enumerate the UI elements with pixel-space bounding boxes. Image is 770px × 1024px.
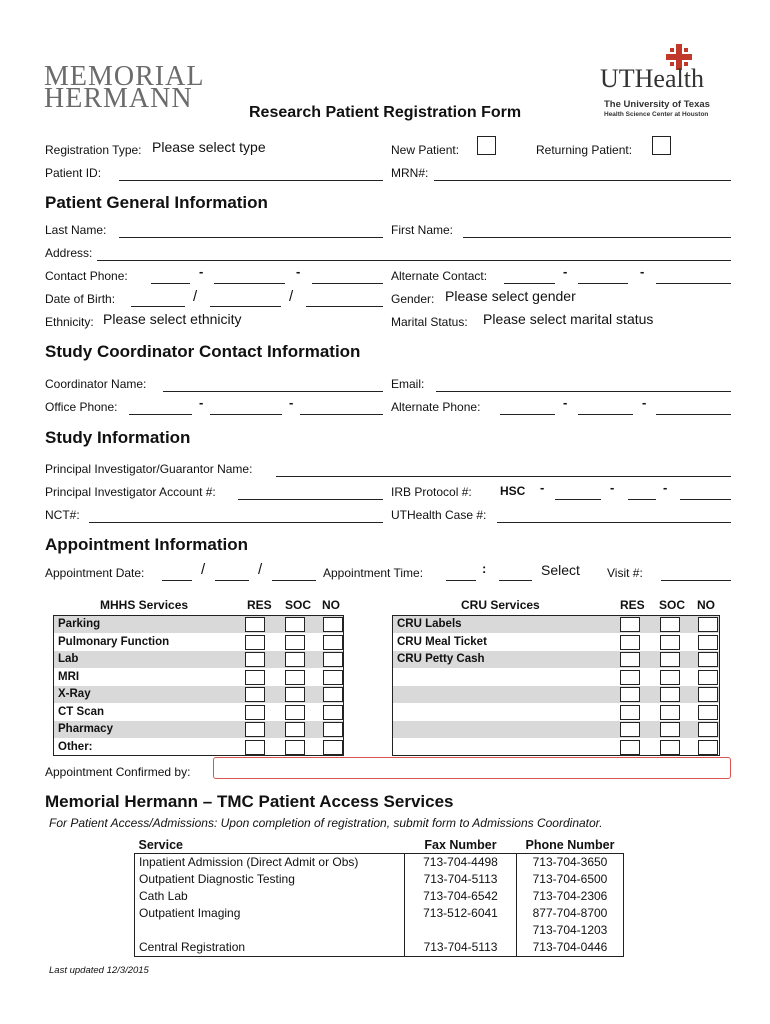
cru-res-checkbox[interactable] bbox=[620, 740, 640, 755]
marital-status-label: Marital Status: bbox=[391, 315, 468, 329]
contact-phone-line[interactable] bbox=[312, 283, 383, 284]
office-phone-area[interactable] bbox=[129, 414, 192, 415]
access-service: Outpatient Imaging bbox=[139, 906, 241, 920]
mhhs-soc-checkbox[interactable] bbox=[285, 670, 305, 685]
last-name-label: Last Name: bbox=[45, 223, 107, 237]
cru-no-checkbox[interactable] bbox=[698, 670, 718, 685]
dash: - bbox=[640, 264, 645, 279]
access-row bbox=[135, 939, 624, 957]
appointment-confirmed-label: Appointment Confirmed by: bbox=[45, 765, 191, 779]
uthealth-case-label: UTHealth Case #: bbox=[391, 508, 487, 522]
appointment-date-label: Appointment Date: bbox=[45, 566, 145, 580]
cru-no-checkbox[interactable] bbox=[698, 687, 718, 702]
appointment-date-day[interactable] bbox=[215, 580, 249, 581]
cru-soc-checkbox[interactable] bbox=[660, 635, 680, 650]
mhhs-no-checkbox[interactable] bbox=[323, 635, 343, 650]
last-name-field[interactable] bbox=[119, 237, 383, 238]
cru-soc-checkbox[interactable] bbox=[660, 617, 680, 632]
logo-right-sub2: Health Science Center at Houston bbox=[604, 111, 709, 118]
nct-field[interactable] bbox=[89, 522, 383, 523]
mhhs-no-checkbox[interactable] bbox=[323, 740, 343, 755]
access-fax: 713-704-6542 bbox=[405, 888, 517, 905]
alternate-phone-label: Alternate Phone: bbox=[391, 400, 481, 414]
dash: - bbox=[642, 395, 647, 410]
access-phone: 877-704-8700 bbox=[517, 905, 624, 922]
logo-left-line1: MEMORIAL bbox=[44, 61, 205, 92]
access-col-service: Service bbox=[138, 837, 183, 852]
office-phone-prefix[interactable] bbox=[210, 414, 282, 415]
alternate-phone-area[interactable] bbox=[500, 414, 555, 415]
alternate-phone-prefix[interactable] bbox=[578, 414, 633, 415]
mhhs-soc-checkbox[interactable] bbox=[285, 635, 305, 650]
coordinator-name-field[interactable] bbox=[163, 391, 383, 392]
cru-soc-checkbox[interactable] bbox=[660, 740, 680, 755]
visit-field[interactable] bbox=[661, 580, 731, 581]
access-fax: 713-704-4498 bbox=[405, 854, 517, 872]
slash: / bbox=[201, 561, 206, 578]
patient-id-label: Patient ID: bbox=[45, 166, 102, 180]
contact-phone-label: Contact Phone: bbox=[45, 269, 128, 283]
access-service: Cath Lab bbox=[139, 889, 188, 903]
alternate-contact-line[interactable] bbox=[656, 283, 731, 284]
mhhs-service-label: Pulmonary Function bbox=[58, 635, 170, 648]
cru-col-soc: SOC bbox=[659, 598, 686, 612]
pi-account-field[interactable] bbox=[238, 499, 383, 500]
uthealth-logo bbox=[600, 44, 730, 124]
cru-no-checkbox[interactable] bbox=[698, 722, 718, 737]
ethnicity-label: Ethnicity: bbox=[45, 315, 94, 329]
gender-label: Gender: bbox=[391, 292, 435, 306]
mhhs-soc-checkbox[interactable] bbox=[285, 705, 305, 720]
cru-res-checkbox[interactable] bbox=[620, 722, 640, 737]
logo-right-main: UTHealth bbox=[600, 64, 704, 93]
uthealth-case-field[interactable] bbox=[497, 522, 731, 523]
access-phone: 713-704-2306 bbox=[517, 888, 624, 905]
access-row bbox=[135, 871, 624, 888]
access-phone: 713-704-1203 bbox=[517, 922, 624, 939]
new-patient-label: New Patient: bbox=[391, 143, 460, 157]
address-label: Address: bbox=[45, 246, 93, 260]
dash: - bbox=[563, 264, 568, 279]
access-title: Memorial Hermann – TMC Patient Access Services bbox=[45, 792, 454, 811]
appointment-date-month[interactable] bbox=[162, 580, 192, 581]
mhhs-soc-checkbox[interactable] bbox=[285, 617, 305, 632]
dob-day[interactable] bbox=[210, 306, 281, 307]
cru-soc-checkbox[interactable] bbox=[660, 670, 680, 685]
pi-name-field[interactable] bbox=[276, 476, 731, 477]
cru-res-checkbox[interactable] bbox=[620, 687, 640, 702]
access-table bbox=[134, 836, 624, 957]
slash: / bbox=[193, 288, 198, 305]
dob-year[interactable] bbox=[306, 306, 383, 307]
mhhs-res-checkbox[interactable] bbox=[245, 635, 265, 650]
dash: - bbox=[296, 264, 301, 279]
ethnicity-select[interactable]: Please select ethnicity bbox=[103, 311, 242, 327]
mhhs-res-checkbox[interactable] bbox=[245, 617, 265, 632]
returning-patient-label: Returning Patient: bbox=[536, 143, 633, 157]
cru-services-header: CRU Services bbox=[461, 598, 540, 612]
irb-protocol-label: IRB Protocol #: bbox=[391, 485, 472, 499]
cru-no-checkbox[interactable] bbox=[698, 652, 718, 667]
cru-no-checkbox[interactable] bbox=[698, 617, 718, 632]
alternate-contact-area[interactable] bbox=[504, 283, 555, 284]
access-row bbox=[135, 905, 624, 922]
appointment-time-hour[interactable] bbox=[446, 580, 476, 581]
cru-soc-checkbox[interactable] bbox=[660, 705, 680, 720]
appointment-time-minute[interactable] bbox=[499, 580, 532, 581]
appointment-confirmed-field[interactable] bbox=[213, 757, 731, 779]
mhhs-service-label: Lab bbox=[58, 653, 79, 665]
cru-no-checkbox[interactable] bbox=[698, 635, 718, 650]
appointment-date-year[interactable] bbox=[272, 580, 316, 581]
alternate-phone-line[interactable] bbox=[656, 414, 731, 415]
mhhs-res-checkbox[interactable] bbox=[245, 687, 265, 702]
mrn-label: MRN#: bbox=[391, 166, 429, 180]
cru-service-label: CRU Labels bbox=[397, 618, 462, 630]
mhhs-col-no: NO bbox=[322, 598, 340, 612]
appointment-ampm-select[interactable]: Select bbox=[541, 562, 580, 578]
mhhs-soc-checkbox[interactable] bbox=[285, 722, 305, 737]
office-phone-label: Office Phone: bbox=[45, 400, 118, 414]
mhhs-res-checkbox[interactable] bbox=[245, 722, 265, 737]
access-service bbox=[135, 922, 405, 939]
access-instruction: For Patient Access/Admissions: Upon completion of registration, submit form to Admissions Coordinator. bbox=[49, 816, 603, 830]
mhhs-no-checkbox[interactable] bbox=[323, 652, 343, 667]
office-phone-line[interactable] bbox=[300, 414, 383, 415]
form-title: Research Patient Registration Form bbox=[249, 104, 522, 121]
new-patient-checkbox[interactable] bbox=[477, 136, 496, 155]
alternate-contact-label: Alternate Contact: bbox=[391, 269, 488, 283]
cru-no-checkbox[interactable] bbox=[698, 705, 718, 720]
mhhs-res-checkbox[interactable] bbox=[245, 740, 265, 755]
cru-res-checkbox[interactable] bbox=[620, 705, 640, 720]
cru-col-no: NO bbox=[697, 598, 715, 612]
address-field[interactable] bbox=[97, 260, 731, 261]
mhhs-no-checkbox[interactable] bbox=[323, 687, 343, 702]
cru-res-checkbox[interactable] bbox=[620, 617, 640, 632]
mhhs-col-res: RES bbox=[247, 598, 272, 612]
returning-patient-checkbox[interactable] bbox=[652, 136, 671, 155]
logo-right-sub1: The University of Texas bbox=[604, 99, 710, 110]
time-colon: : bbox=[482, 561, 487, 576]
mhhs-res-checkbox[interactable] bbox=[245, 652, 265, 667]
email-label: Email: bbox=[391, 377, 425, 391]
nct-label: NCT#: bbox=[45, 508, 80, 522]
cru-soc-checkbox[interactable] bbox=[660, 652, 680, 667]
irb-part2[interactable] bbox=[628, 499, 656, 500]
alternate-contact-prefix[interactable] bbox=[578, 283, 628, 284]
access-phone: 713-704-3650 bbox=[517, 854, 624, 872]
dob-month[interactable] bbox=[131, 306, 185, 307]
first-name-label: First Name: bbox=[391, 223, 454, 237]
access-col-fax: Fax Number bbox=[424, 837, 497, 852]
contact-phone-area[interactable] bbox=[151, 283, 190, 284]
visit-label: Visit #: bbox=[607, 566, 643, 580]
mhhs-service-label: Pharmacy bbox=[58, 723, 113, 735]
registration-type-label: Registration Type: bbox=[45, 143, 142, 157]
cru-service-label: CRU Petty Cash bbox=[397, 653, 485, 665]
access-service: Inpatient Admission (Direct Admit or Obs) bbox=[139, 855, 359, 869]
memorial-hermann-logo bbox=[44, 61, 205, 114]
patient-id-field[interactable] bbox=[119, 180, 383, 181]
mhhs-soc-checkbox[interactable] bbox=[285, 652, 305, 667]
coordinator-title: Study Coordinator Contact Information bbox=[45, 342, 361, 361]
mhhs-soc-checkbox[interactable] bbox=[285, 740, 305, 755]
mhhs-service-label: X-Ray bbox=[58, 688, 91, 700]
logo-left-line2: HERMANN bbox=[44, 83, 193, 114]
access-row bbox=[135, 922, 624, 939]
dash: - bbox=[663, 480, 668, 495]
cru-res-checkbox[interactable] bbox=[620, 635, 640, 650]
patient-general-title: Patient General Information bbox=[45, 193, 268, 212]
mhhs-res-checkbox[interactable] bbox=[245, 705, 265, 720]
irb-prefix: HSC bbox=[500, 484, 526, 498]
dash: - bbox=[610, 480, 615, 495]
access-fax bbox=[405, 922, 517, 939]
registration-type-select[interactable]: Please select type bbox=[152, 139, 266, 155]
access-phone: 713-704-6500 bbox=[517, 871, 624, 888]
mhhs-col-soc: SOC bbox=[285, 598, 312, 612]
pi-account-label: Principal Investigator Account #: bbox=[45, 485, 216, 499]
cru-no-checkbox[interactable] bbox=[698, 740, 718, 755]
dash: - bbox=[199, 264, 204, 279]
access-fax: 713-512-6041 bbox=[405, 905, 517, 922]
gender-select[interactable]: Please select gender bbox=[445, 288, 576, 304]
mhhs-service-label: Other: bbox=[58, 740, 93, 753]
cru-res-checkbox[interactable] bbox=[620, 670, 640, 685]
slash: / bbox=[289, 288, 294, 305]
mhhs-service-label: MRI bbox=[58, 670, 80, 683]
access-fax: 713-704-5113 bbox=[405, 871, 517, 888]
study-title: Study Information bbox=[45, 428, 191, 447]
access-col-phone: Phone Number bbox=[525, 837, 615, 852]
last-updated: Last updated 12/3/2015 bbox=[49, 965, 149, 976]
email-field[interactable] bbox=[436, 391, 731, 392]
access-phone: 713-704-0446 bbox=[517, 939, 624, 957]
marital-status-select[interactable]: Please select marital status bbox=[483, 311, 654, 327]
mhhs-no-checkbox[interactable] bbox=[323, 617, 343, 632]
dash: - bbox=[199, 395, 204, 410]
appointment-title: Appointment Information bbox=[45, 535, 249, 554]
dash: - bbox=[289, 395, 294, 410]
mhhs-service-label: Parking bbox=[58, 618, 101, 630]
mhhs-no-checkbox[interactable] bbox=[323, 722, 343, 737]
access-row bbox=[135, 888, 624, 905]
access-fax: 713-704-5113 bbox=[405, 939, 517, 957]
pi-name-label: Principal Investigator/Guarantor Name: bbox=[45, 462, 253, 476]
access-service: Outpatient Diagnostic Testing bbox=[139, 872, 295, 886]
contact-phone-prefix[interactable] bbox=[214, 283, 285, 284]
mhhs-no-checkbox[interactable] bbox=[323, 670, 343, 685]
access-service: Central Registration bbox=[139, 940, 246, 954]
cru-res-checkbox[interactable] bbox=[620, 652, 640, 667]
mhhs-res-checkbox[interactable] bbox=[245, 670, 265, 685]
cru-service-label: CRU Meal Ticket bbox=[397, 635, 487, 648]
dob-label: Date of Birth: bbox=[45, 292, 116, 306]
irb-part1[interactable] bbox=[555, 499, 601, 500]
dash: - bbox=[563, 395, 568, 410]
access-row bbox=[135, 854, 624, 872]
cru-col-res: RES bbox=[620, 598, 645, 612]
mhhs-service-label: CT Scan bbox=[58, 705, 105, 718]
irb-part3[interactable] bbox=[680, 499, 731, 500]
dash: - bbox=[540, 480, 545, 495]
mhhs-services-header: MHHS Services bbox=[100, 598, 189, 612]
appointment-time-label: Appointment Time: bbox=[323, 566, 424, 580]
mhhs-soc-checkbox[interactable] bbox=[285, 687, 305, 702]
mhhs-no-checkbox[interactable] bbox=[323, 705, 343, 720]
access-header-row bbox=[135, 836, 624, 854]
mrn-field[interactable] bbox=[434, 180, 731, 181]
cru-soc-checkbox[interactable] bbox=[660, 687, 680, 702]
slash: / bbox=[258, 561, 263, 578]
coordinator-name-label: Coordinator Name: bbox=[45, 377, 147, 391]
cru-soc-checkbox[interactable] bbox=[660, 722, 680, 737]
first-name-field[interactable] bbox=[463, 237, 731, 238]
